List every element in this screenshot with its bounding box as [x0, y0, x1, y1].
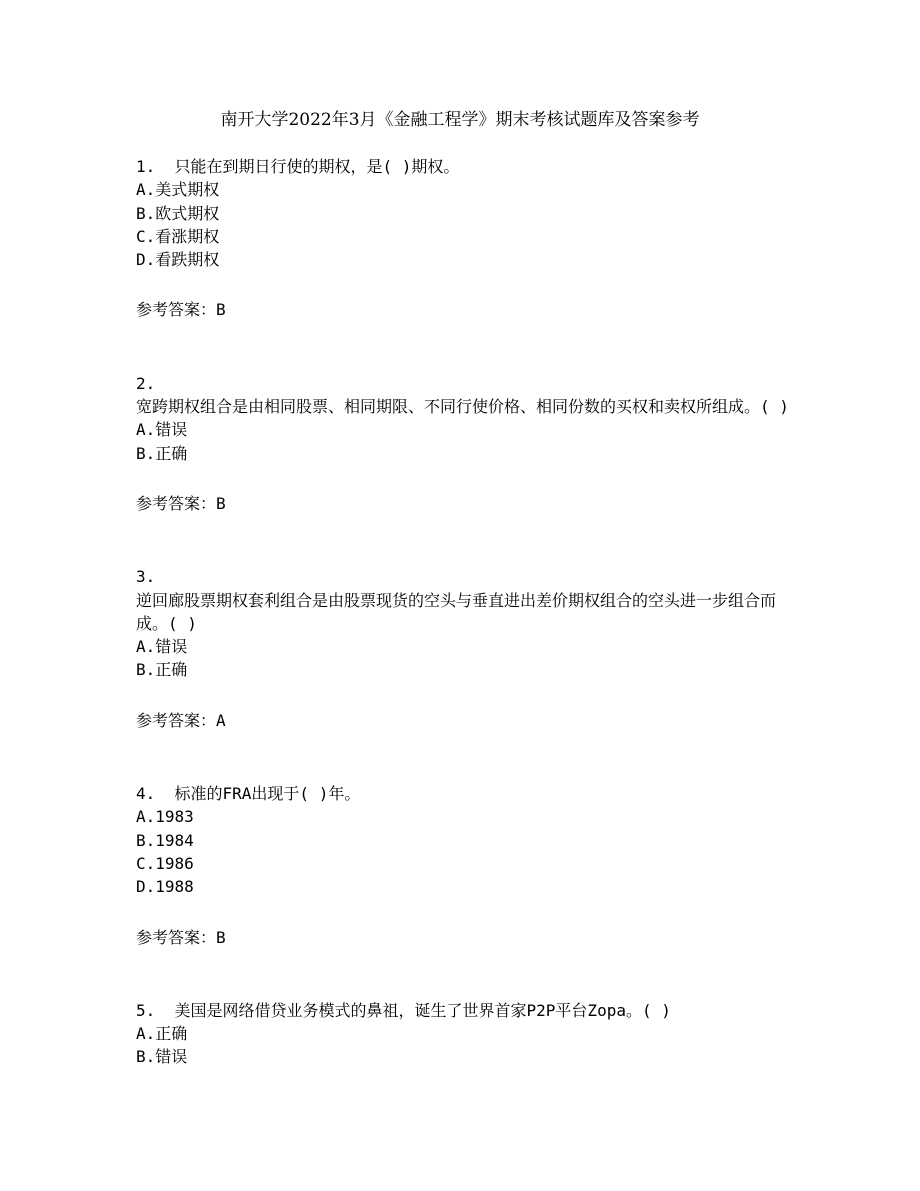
question-number: 3. [136, 567, 156, 587]
question-number: 4. [136, 784, 156, 804]
question-stem [136, 999, 796, 1022]
question-text: 标准的FRA出现于( )年。 [174, 784, 361, 804]
question-number: 2. [136, 373, 156, 393]
option-d: D.1988 [136, 877, 194, 897]
question-3 [136, 565, 796, 732]
option-a: A.错误 [136, 637, 188, 657]
answer-label: 参考答案： [136, 927, 217, 947]
reference-answer [136, 492, 796, 515]
option-c: C.看涨期权 [136, 226, 220, 246]
answer-value: A [216, 710, 226, 730]
question-list [136, 155, 796, 1107]
question-text: 逆回廊股票期权套利组合是由股票现货的空头与垂直进出差价期权组合的空头进一步组合而成。( ) [136, 590, 777, 633]
option-b: B.正确 [136, 660, 188, 680]
option-a: A.正确 [136, 1024, 188, 1044]
option-a: A.错误 [136, 420, 188, 440]
answer-label: 参考答案： [136, 710, 217, 730]
answer-value: B [216, 493, 226, 513]
reference-answer [136, 298, 796, 321]
option-b: B.1984 [136, 830, 194, 850]
option-a: A.1983 [136, 807, 194, 827]
question-text: 美国是网络借贷业务模式的鼻祖，诞生了世界首家P2P平台Zopa。( ) [174, 1000, 671, 1020]
answer-label: 参考答案： [136, 300, 217, 320]
option-c: C.1986 [136, 853, 194, 873]
option-d: D.看跌期权 [136, 250, 220, 270]
reference-answer [136, 709, 796, 732]
option-a: A.美式期权 [136, 180, 220, 200]
question-number: 5. [136, 1000, 156, 1020]
option-b: B.正确 [136, 443, 188, 463]
document-title: 南开大学2022年3月《金融工程学》期末考核试题库及答案参考 [220, 110, 700, 130]
question-text: 宽跨期权组合是由相同股票、相同期限、不同行使价格、相同份数的买权和卖权所组成。( ) [136, 397, 789, 417]
question-number: 1. [136, 157, 156, 176]
question-stem [136, 155, 796, 178]
question-2 [136, 372, 796, 515]
answer-label: 参考答案： [136, 493, 217, 513]
reference-answer [136, 926, 796, 949]
question-4 [136, 782, 796, 949]
option-b: B.错误 [136, 1047, 188, 1067]
question-1 [136, 155, 796, 322]
answer-value: B [216, 927, 226, 947]
question-stem [136, 782, 796, 805]
question-5 [136, 999, 796, 1069]
question-text: 只能在到期日行使的期权，是( )期权。 [174, 157, 460, 176]
answer-value: B [216, 300, 226, 320]
option-b: B.欧式期权 [136, 203, 220, 223]
